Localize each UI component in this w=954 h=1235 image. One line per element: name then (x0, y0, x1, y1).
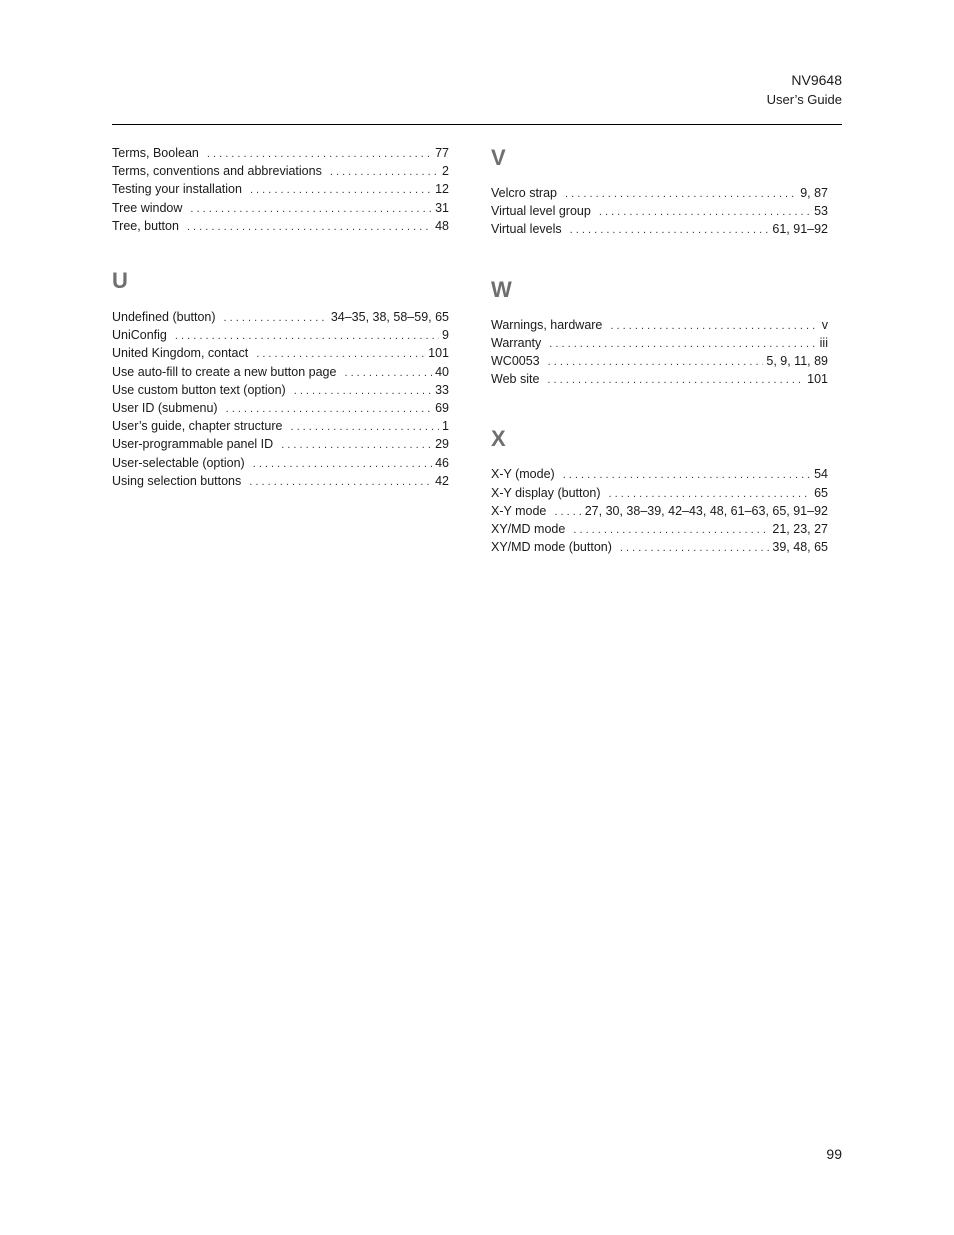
dot-leader (563, 467, 811, 484)
index-term: XY/MD mode (491, 522, 566, 537)
dot-leader (190, 201, 432, 218)
index-section-x (491, 426, 828, 557)
index-section-t-continued (112, 145, 449, 236)
index-pages: 1 (442, 419, 449, 434)
index-pages: iii (819, 335, 828, 350)
index-pages: 42 (435, 473, 449, 488)
dot-leader (610, 318, 818, 335)
dot-leader (290, 419, 439, 436)
index-entry (112, 309, 449, 327)
index-term: Terms, Boolean (112, 146, 199, 160)
index-entry-list (491, 317, 828, 390)
index-term: XY/MD mode (button) (491, 540, 612, 555)
index-term: Using selection buttons (112, 473, 242, 488)
dot-leader (294, 383, 432, 400)
section-letter-heading: U (112, 268, 128, 294)
index-pages: 101 (807, 372, 828, 387)
index-entry (112, 418, 449, 436)
dot-leader (207, 146, 432, 163)
dot-leader (226, 401, 433, 418)
index-term: Virtual levels (491, 222, 562, 237)
index-entry (491, 203, 828, 221)
index-section-w (491, 277, 828, 390)
index-term: User-programmable panel ID (112, 437, 274, 452)
index-entry (491, 221, 828, 239)
index-term: X-Y (mode) (491, 467, 555, 482)
index-term: Virtual level group (491, 204, 591, 219)
dot-leader (547, 372, 804, 389)
dot-leader (620, 540, 770, 557)
index-pages: 9, 87 (800, 186, 828, 200)
index-pages: 34–35, 38, 58–59, 65 (330, 310, 449, 325)
index-entry (112, 382, 449, 400)
index-section-u (112, 268, 449, 491)
index-pages: 33 (435, 382, 449, 397)
index-term: Warranty (491, 335, 542, 350)
index-pages: 29 (435, 437, 449, 452)
index-column-left (112, 145, 449, 528)
index-entry-list (112, 309, 449, 491)
index-entry (491, 371, 828, 389)
index-entry-list (491, 185, 828, 240)
dot-leader (549, 336, 816, 353)
index-term: Testing your installation (112, 182, 242, 197)
index-entry (112, 200, 449, 218)
dot-leader (250, 182, 432, 199)
index-pages: 2 (442, 164, 449, 179)
dot-leader (175, 328, 439, 345)
dot-leader (548, 354, 764, 371)
index-entry (491, 317, 828, 335)
index-term: X-Y display (button) (491, 485, 601, 500)
index-term: Velcro strap (491, 186, 558, 200)
index-term: Use auto-fill to create a new button page (112, 364, 337, 379)
index-pages: 39, 48, 65 (772, 540, 828, 555)
section-letter-heading: W (491, 276, 512, 302)
index-term: UniConfig (112, 328, 167, 343)
index-term: Use custom button text (option) (112, 382, 286, 397)
index-pages: 31 (435, 200, 449, 215)
index-entry (491, 503, 828, 521)
index-entry (112, 218, 449, 236)
dot-leader (281, 437, 432, 454)
index-entry-list (112, 145, 449, 236)
index-pages: 65 (814, 485, 828, 500)
dot-leader (344, 365, 432, 382)
index-term: Web site (491, 372, 540, 387)
index-term: User-selectable (option) (112, 455, 245, 470)
page-number: 99 (826, 1146, 842, 1162)
index-pages: 101 (428, 346, 449, 361)
index-term: X-Y mode (491, 503, 547, 518)
index-pages: 40 (435, 364, 449, 379)
index-pages: 9 (442, 328, 449, 343)
index-pages: 77 (435, 146, 449, 160)
dot-leader (187, 219, 432, 236)
index-entry (112, 364, 449, 382)
index-entry (491, 353, 828, 371)
section-letter-heading: V (491, 145, 506, 170)
index-pages: 48 (435, 218, 449, 233)
dot-leader (609, 486, 812, 503)
page-header (767, 71, 842, 109)
index-entry (112, 400, 449, 418)
document-title: User’s Guide (766, 92, 842, 107)
index-pages: v (821, 317, 828, 332)
index-entry (112, 181, 449, 199)
index-term: United Kingdom, contact (112, 346, 249, 361)
dot-leader (256, 346, 425, 363)
index-entry (491, 521, 828, 539)
document-number: NV9648 (791, 72, 842, 88)
dot-leader (565, 186, 797, 203)
dot-leader (570, 222, 770, 239)
index-pages: 5, 9, 11, 89 (766, 354, 828, 369)
index-entry (491, 485, 828, 503)
index-pages: 21, 23, 27 (772, 522, 828, 537)
index-entry (491, 335, 828, 353)
index-entry (112, 145, 449, 163)
index-term: Tree, button (112, 218, 179, 233)
index-entry-list (491, 466, 828, 557)
index-entry (112, 345, 449, 363)
index-pages: 12 (435, 182, 449, 197)
index-pages: 61, 91–92 (772, 222, 828, 237)
dot-leader (573, 522, 769, 539)
index-section-v (491, 145, 828, 240)
dot-leader (599, 204, 811, 221)
index-entry (491, 185, 828, 203)
dot-leader (330, 164, 439, 181)
index-entry (112, 327, 449, 345)
index-term: Undefined (button) (112, 310, 216, 325)
index-entry (491, 539, 828, 557)
index-entry (112, 455, 449, 473)
index-pages: 46 (435, 455, 449, 470)
index-column-right (491, 145, 828, 594)
index-term: WC0053 (491, 354, 540, 369)
index-pages: 27, 30, 38–39, 42–43, 48, 61–63, 65, 91–92 (584, 503, 828, 518)
index-entry (491, 466, 828, 484)
index-term: Warnings, hardware (491, 317, 603, 332)
index-pages: 54 (814, 467, 828, 482)
dot-leader (554, 504, 581, 521)
index-term: User ID (submenu) (112, 401, 218, 416)
index-entry (112, 473, 449, 491)
dot-leader (224, 310, 328, 327)
dot-leader (249, 474, 432, 491)
section-letter-heading: X (491, 426, 506, 452)
dot-leader (253, 456, 432, 473)
index-term: Terms, conventions and abbreviations (112, 164, 322, 179)
header-rule (112, 124, 842, 125)
index-entry (112, 436, 449, 454)
index-term: Tree window (112, 200, 183, 215)
index-pages: 69 (435, 401, 449, 416)
index-entry (112, 163, 449, 181)
index-pages: 53 (814, 204, 828, 219)
index-term: User’s guide, chapter structure (112, 419, 283, 434)
